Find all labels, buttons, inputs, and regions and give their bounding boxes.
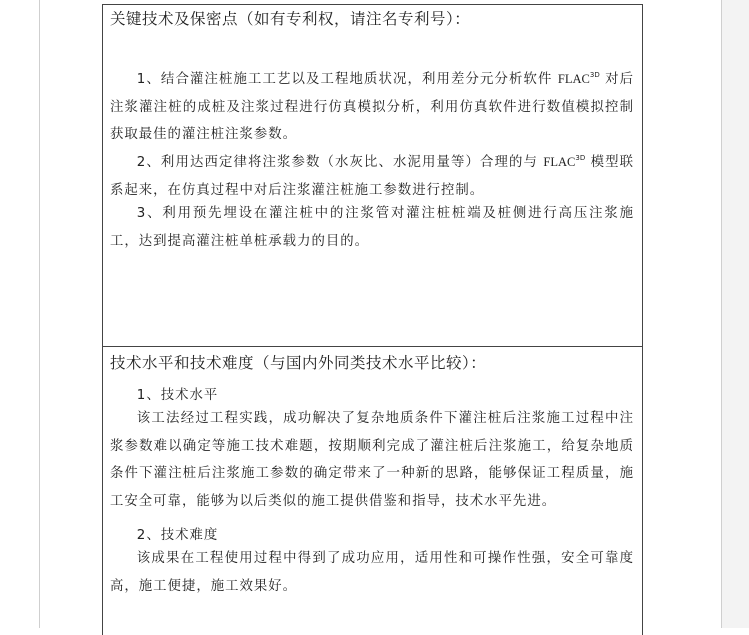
key-point-1-brand: FLAC — [557, 72, 590, 86]
row-divider — [103, 346, 642, 347]
key-point-2-text-b: 模型联系起来，在仿真过程中对后注浆灌注桩施工参数进行控制。 — [110, 155, 634, 198]
key-point-2 — [110, 145, 634, 204]
key-point-2-text-a: 2、利用达西定律将注浆参数（水灰比、水泥用量等）合理的与 — [136, 155, 544, 170]
key-point-1-text-a: 1、结合灌注桩施工工艺以及工程地质状况，利用差分元分析软件 — [136, 72, 558, 87]
key-point-2-superscript: 3D — [575, 154, 586, 162]
key-point-2-brand: FLAC — [543, 155, 576, 169]
scroll-gutter[interactable] — [722, 0, 749, 628]
technical-level-heading: 技术水平和技术难度（与国内外同类技术水平比较）： — [110, 354, 487, 372]
page-left-border — [39, 0, 40, 628]
key-point-1 — [110, 62, 634, 149]
key-point-1-superscript: 3D — [589, 71, 600, 79]
key-technology-heading: 关键技术及保密点（如有专利权，请注名专利号）： — [110, 10, 471, 28]
technical-level-paragraph: 该工法经过工程实践，成功解决了复杂地质条件下灌注桩后注浆施工过程中注浆参数难以确定等施工技术难题，按期顺利完成了灌注桩后注浆施工，给复杂地质条件下灌注桩后注浆施工参数的确定带来了一种新的思路，能够保证工程质量，施工安全可靠，能够为以后类似的施工提供借鉴和指导，技术水平先进。 — [110, 411, 634, 509]
technical-difficulty-subheading: 2、技术难度 — [136, 528, 219, 543]
technical-difficulty-paragraph: 该成果在工程使用过程中得到了成功应用，适用性和可操作性强，安全可靠度高，施工便捷，施工效果好。 — [110, 551, 634, 594]
key-point-3: 3、利用预先埋设在灌注桩中的注浆管对灌注桩桩端及桩侧进行高压注浆施工，达到提高灌注桩单桩承载力的目的。 — [110, 206, 634, 249]
document-table — [102, 4, 643, 635]
key-point-1-text-b: 对后注浆灌注桩的成桩及注浆过程进行仿真模拟分析，利用仿真软件进行数值模拟控制获取最佳的灌注桩注浆参数。 — [110, 72, 634, 142]
technical-level-subheading: 1、技术水平 — [136, 388, 219, 403]
